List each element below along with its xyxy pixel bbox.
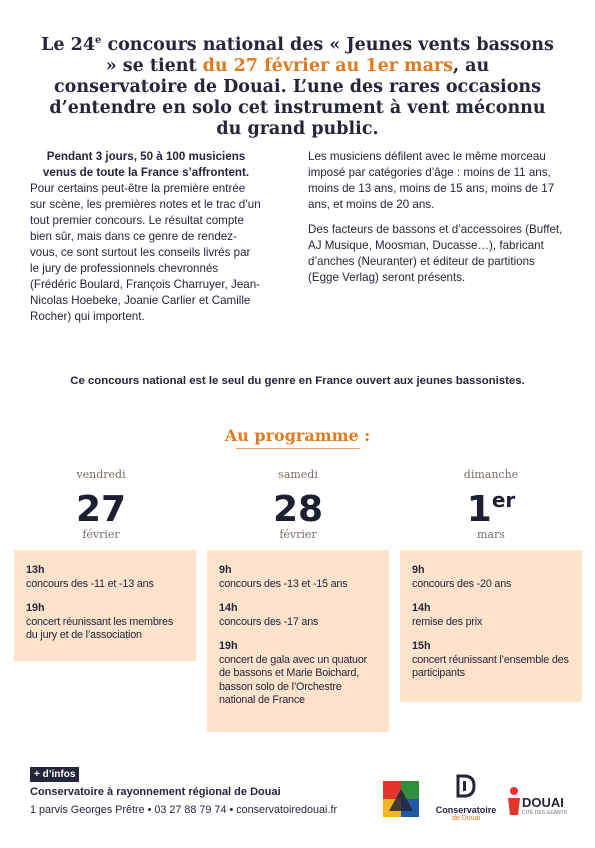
headline-ordinal: e — [95, 35, 102, 46]
right-column-paragraph-1: Les musiciens défilent avec le même morceau imposé par catégories d’âge : moins de 11 ans, moins de 13 ans, moins de 15 ans, moins de 17 ans, et moins de 20 ans. — [308, 150, 555, 211]
day-month: mars — [477, 528, 505, 541]
schedule-slot — [412, 564, 570, 591]
conservatoire-logo-sub: de Douai — [451, 815, 481, 822]
schedule-slot — [26, 564, 184, 591]
headline — [40, 30, 555, 140]
day-header-saturday — [210, 468, 386, 541]
day-number: 1 — [466, 489, 492, 530]
schedule-box-saturday — [207, 550, 389, 732]
right-column-paragraph-2: Des facteurs de bassons et d’accessoires (Buffet, AJ Musique, Moosman, Ducasse…), fabricant d’anches (Neuranter) et éditeur de partitions (Egge Verlag) seront présents. — [308, 223, 563, 284]
day-number-suffix: er — [491, 488, 516, 512]
slot-text: concours des -13 et -15 ans — [219, 577, 348, 590]
infos-badge: + d’infos — [30, 767, 79, 782]
headline-dates: du 27 février au 1er mars — [202, 55, 453, 76]
schedule-slot — [219, 564, 377, 591]
slot-time: 15h — [412, 640, 431, 652]
slot-time: 14h — [219, 602, 238, 614]
conservatoire-logo-icon — [455, 774, 477, 798]
day-number: 28 — [272, 489, 324, 530]
schedule-box-friday — [14, 550, 196, 661]
slot-text: concert de gala avec un quatuor de bassons et Marie Boichard, basson solo de l’Orchestre national de France — [219, 653, 368, 706]
day-month: février — [82, 528, 120, 541]
schedule-slot — [412, 640, 570, 681]
slot-time: 14h — [412, 602, 431, 614]
programme-title: Au programme : — [224, 426, 371, 445]
day-month: février — [279, 528, 317, 541]
left-column-lead: Pendant 3 jours, 50 à 100 musiciens venus de toute la France s’affrontent. — [42, 150, 250, 179]
schedule-slot — [412, 602, 570, 629]
douai-logo-name: DOUAI — [522, 795, 564, 810]
conservatoire-logo — [428, 774, 504, 826]
day-weekday: dimanche — [463, 468, 519, 481]
schedule-slot — [26, 602, 184, 643]
douai-logo — [506, 782, 568, 822]
slot-text: concours des -17 ans — [219, 615, 319, 628]
douai-logo-sub: CITÉ DES GÉANTS — [522, 810, 568, 816]
slot-text: concert réunissant l’ensemble des participants — [412, 653, 569, 679]
national-note: Ce concours national est le seul du genre en France ouvert aux jeunes bassonistes. — [70, 375, 525, 387]
slot-text: remise des prix — [412, 615, 483, 628]
conservatoire-logo-name: Conservatoire — [435, 805, 497, 815]
slot-time: 19h — [26, 602, 45, 614]
slot-text: concours des -11 et -13 ans — [26, 577, 154, 590]
footer-institution-name: Conservatoire à rayonnement régional de Douai — [30, 786, 281, 798]
left-column — [30, 149, 262, 325]
douai-giant-icon — [506, 786, 522, 816]
schedule-box-sunday — [400, 550, 582, 702]
day-weekday: vendredi — [76, 468, 126, 481]
day-weekday: samedi — [278, 468, 318, 481]
region-logo-icon — [383, 781, 419, 817]
day-header-friday — [13, 468, 189, 541]
programme-underline — [236, 448, 360, 449]
slot-time: 13h — [26, 564, 45, 576]
headline-part1: Le 24 — [41, 34, 95, 55]
day-number: 27 — [75, 489, 127, 530]
schedule-slot — [219, 602, 377, 629]
slot-text: concert réunissant les membres du jury et de l’association — [26, 615, 174, 641]
footer-address: 1 parvis Georges Prêtre • 03 27 88 79 74 • conservatoiredouai.fr — [30, 804, 338, 816]
right-column — [308, 149, 566, 295]
schedule-slot — [219, 640, 377, 708]
headline-part3: , au conservatoire de Douai. L’une des rares occasions d’entendre en solo cet instrument à vent méconnu du grand public. — [49, 55, 546, 139]
slot-time: 9h — [219, 564, 232, 576]
left-column-body: Pour certains peut-être la première entrée sur scène, les premières notes et le trac d’un tout premier concours. Le résultat compte bien sûr, mais dans ce genre de rendez-vous, ce sont surtout les conseils livrés par le jury de professionnels chevronnés (Frédéric Boulard, François Charruyer, Jean-Nicolas Hoebeke, Joanie Carlier et Camille Rocher) qui importent. — [30, 182, 261, 323]
slot-text: concours des -20 ans — [412, 577, 512, 590]
slot-time: 19h — [219, 640, 238, 652]
slot-time: 9h — [412, 564, 425, 576]
day-header-sunday — [403, 468, 579, 541]
headline-part2: concours national des « Jeunes vents bassons » se tient — [101, 34, 554, 76]
